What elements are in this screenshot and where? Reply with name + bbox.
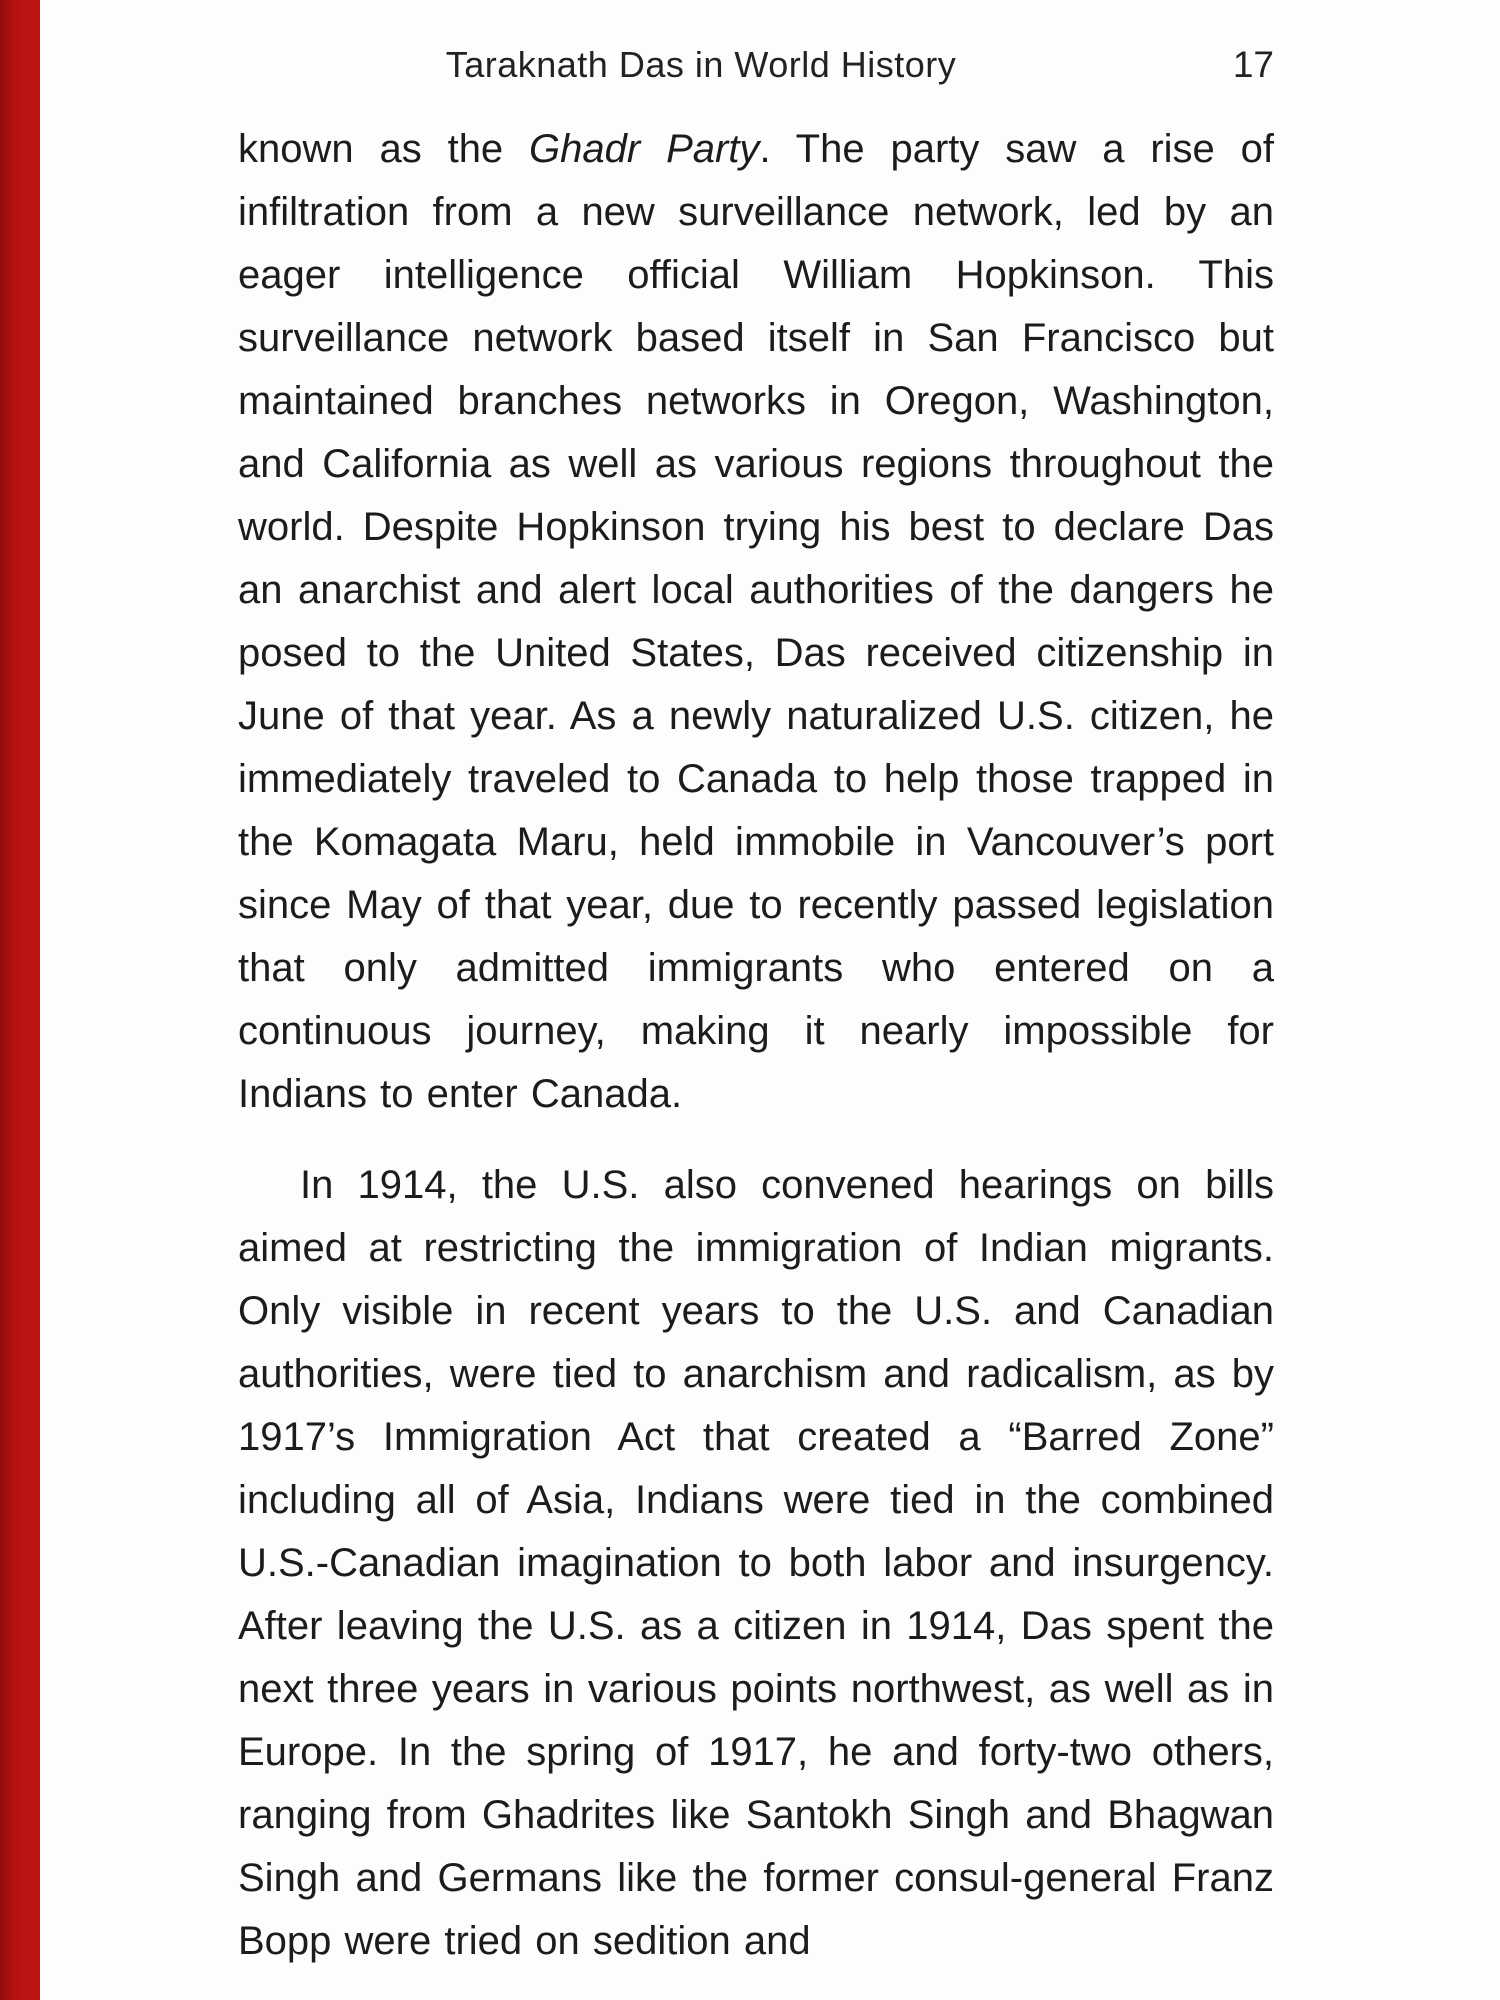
book-page (40, 0, 1500, 2000)
paragraph-2: In 1914, the U.S. also convened hearings on bills aimed at restricting the immigration of Indian migrants. Only visible in recent years to the U.S. and Canadian authorities, were tied to anarchism and radicalism, as by 1917’s Immigration Act that created a “Barred Zone” including all of Asia, Indians were tied in the combined U.S.-Canadian imagination to both labor and insurgency. After leaving the U.S. as a citizen in 1914, Das spent the next three years in various points northwest, as well as in Europe. In the spring of 1917, he and forty-two others, ranging from Ghadrites like Santokh Singh and Bhagwan Singh and Germans like the former consul-general Franz Bopp were tried on sedition and (238, 1163, 1274, 1963)
paragraph-1-post-italic: . The party saw a rise of infiltration from a new surveillance network, led by an eager intelligence official William Hopkinson. This surveillance network based itself in San Francisco but maintained branches networks in Oregon, Washington, and California as well as various regions throughout the world. Despite Hopkinson trying his best to declare Das an anarchist and alert local authorities of the dangers he posed to the United States, Das received citizenship in June of that year. As a newly naturalized U.S. citizen, he immediately traveled to Canada to help those trapped in the Komagata Maru, held immobile in Vancouver’s port since May of that year, due to recently passed legislation that only admitted immigrants who entered on a continuous journey, making it nearly impossible for Indians to enter Canada. (238, 127, 1274, 1116)
paragraph-1 (238, 118, 1274, 1126)
paragraph-1-pre-italic: known as the (238, 127, 530, 171)
body-text (238, 118, 1274, 1973)
running-header-title: Taraknath Das in World History (445, 44, 957, 85)
running-header (238, 44, 1274, 92)
paragraph-1-italic-phrase: Ghadr Party (529, 127, 760, 171)
page-number: 17 (1232, 44, 1274, 85)
book-binding-edge (0, 0, 40, 2000)
